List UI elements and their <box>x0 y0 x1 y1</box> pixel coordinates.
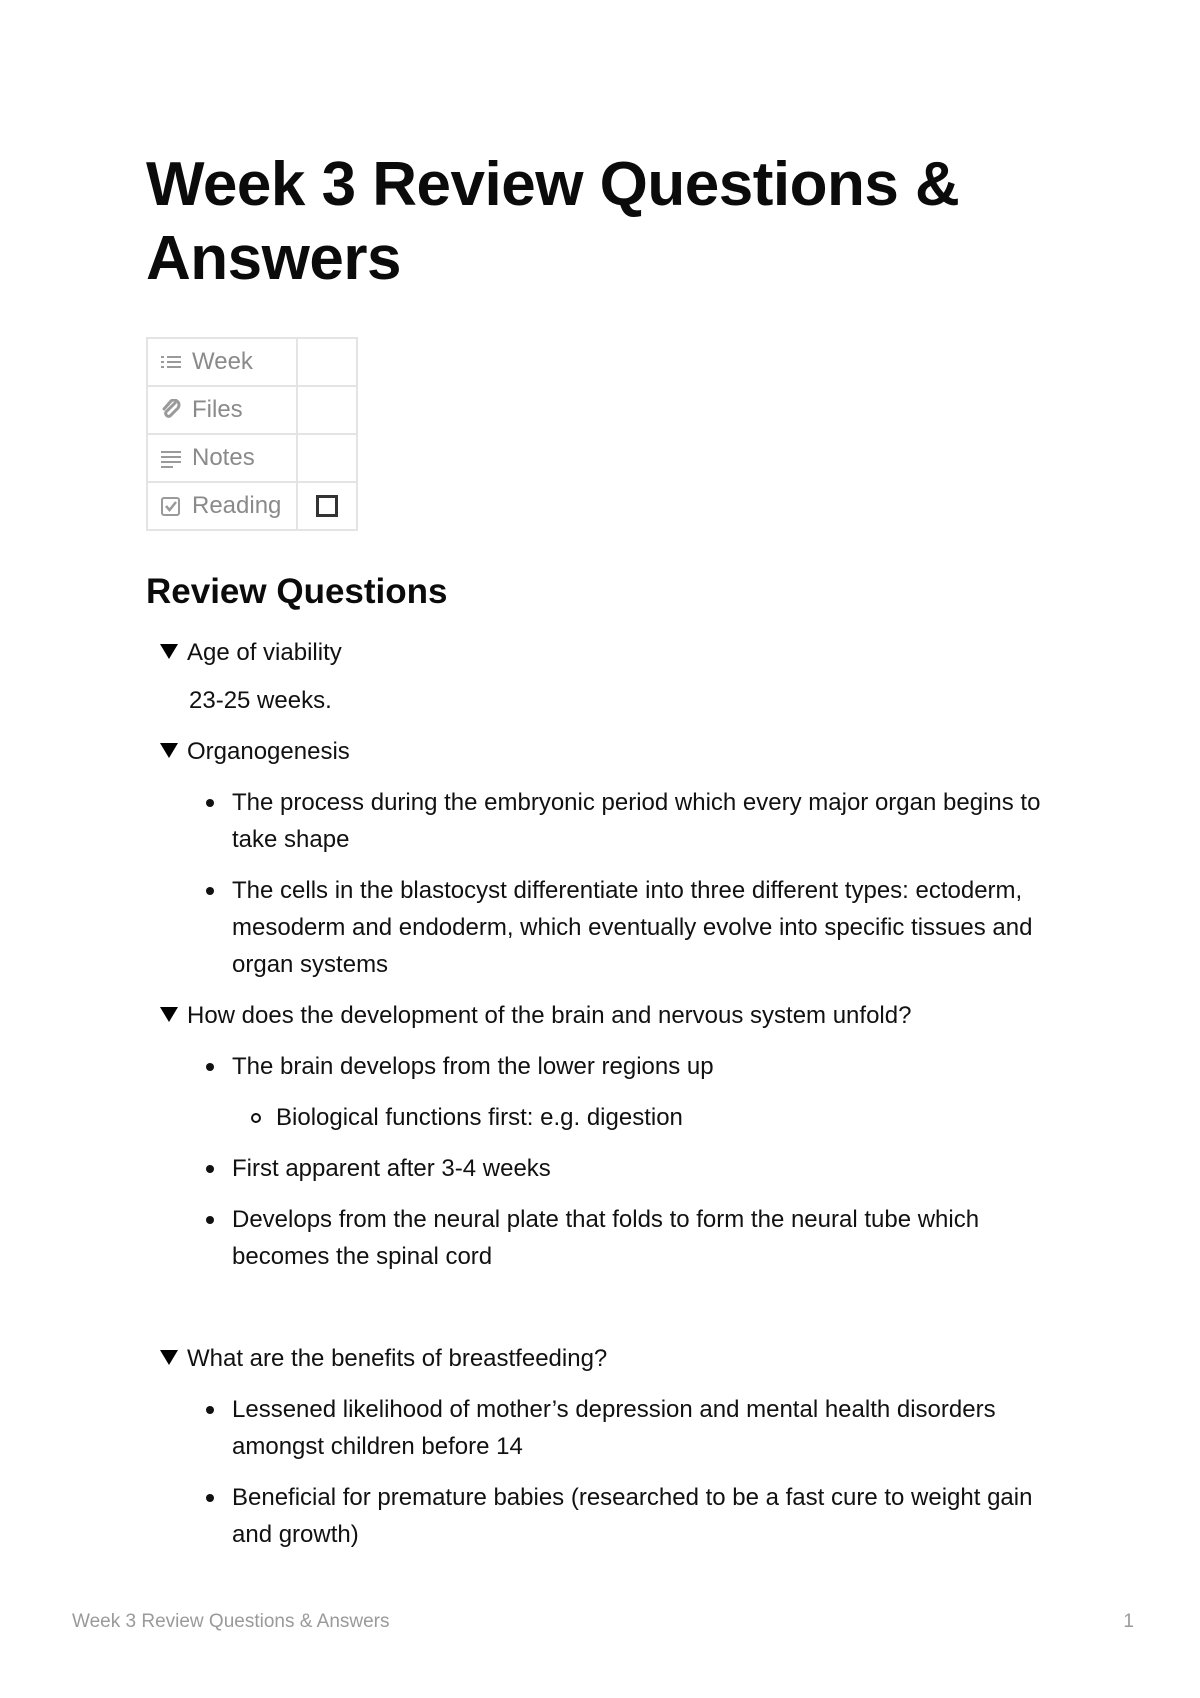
property-row-reading <box>147 482 357 530</box>
toggle-triangle-icon[interactable] <box>160 1007 178 1022</box>
list-icon <box>160 351 182 373</box>
toggle-triangle-icon[interactable] <box>160 644 178 659</box>
properties-table <box>146 337 358 531</box>
property-row-files <box>147 386 357 434</box>
text-lines-icon <box>160 447 182 469</box>
toggle-question[interactable]: How does the development of the brain and nervous system unfold? <box>160 997 911 1034</box>
list-item: Beneficial for premature babies (researched to be a fast cure to weight gain and growth) <box>232 1479 1062 1553</box>
list-item: The process during the embryonic period which every major organ begins to take shape <box>232 784 1062 858</box>
page-title: Week 3 Review Questions & Answers <box>146 150 960 293</box>
list-item: The brain develops from the lower regions up <box>232 1048 1062 1085</box>
footer-title: Week 3 Review Questions & Answers <box>72 1611 390 1632</box>
toggle-answer: 23-25 weeks. <box>189 687 332 714</box>
list-item: Lessened likelihood of mother’s depression and mental health disorders amongst children before 14 <box>232 1391 1062 1465</box>
reading-checkbox[interactable] <box>316 495 338 517</box>
property-row-notes <box>147 434 357 482</box>
list-item: The cells in the blastocyst differentiate into three different types: ectoderm, mesoderm and endoderm, which eventually evolve into specific tissues and organ systems <box>232 872 1062 983</box>
property-label-files: Files <box>192 396 243 423</box>
property-label-notes: Notes <box>192 444 255 471</box>
list-item: Develops from the neural plate that folds to form the neural tube which becomes the spinal cord <box>232 1201 1062 1275</box>
page-number: 1 <box>1123 1611 1134 1632</box>
property-value-notes[interactable] <box>297 434 357 482</box>
toggle-question[interactable]: What are the benefits of breastfeeding? <box>160 1340 607 1377</box>
checkbox-property-icon <box>160 495 182 517</box>
property-label-week: Week <box>192 348 253 375</box>
property-value-week[interactable] <box>297 338 357 386</box>
toggle-question[interactable]: Age of viability <box>160 634 342 671</box>
property-label-reading: Reading <box>192 492 282 519</box>
toggle-triangle-icon[interactable] <box>160 1350 178 1365</box>
property-value-files[interactable] <box>297 386 357 434</box>
paperclip-icon <box>160 399 182 421</box>
toggle-question[interactable]: Organogenesis <box>160 733 350 770</box>
section-heading: Review Questions <box>146 572 448 611</box>
list-item: First apparent after 3-4 weeks <box>232 1150 1062 1187</box>
toggle-triangle-icon[interactable] <box>160 743 178 758</box>
property-row-week <box>147 338 357 386</box>
sub-list-item: Biological functions first: e.g. digestion <box>276 1099 1056 1136</box>
